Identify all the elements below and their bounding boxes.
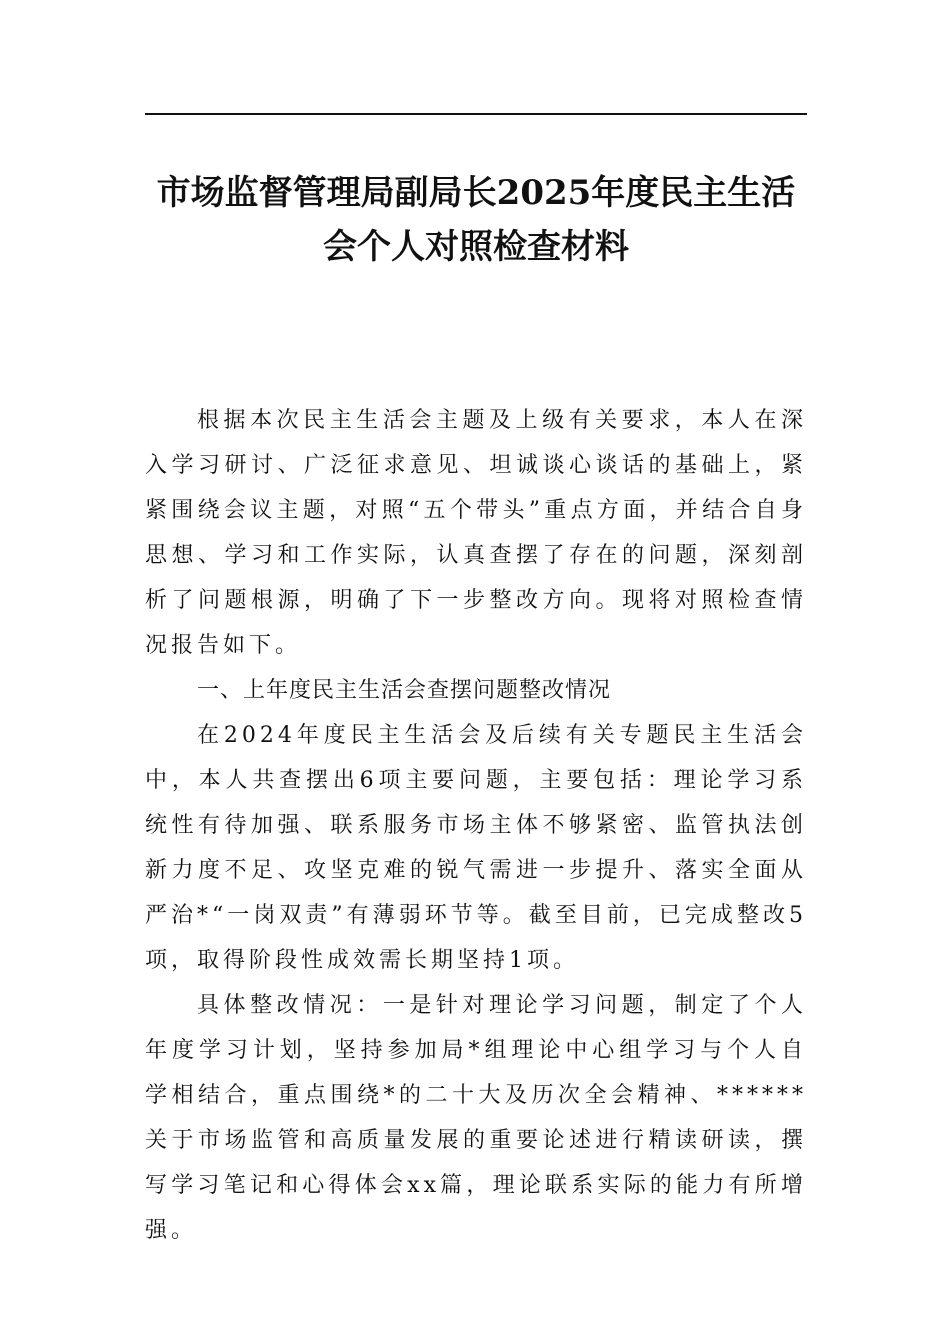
title-line-1: 市场监督管理局副局长2025年度民主生活 <box>156 173 796 213</box>
section1-paragraph-2: 具体整改情况：一是针对理论学习问题，制定了个人年度学习计划，坚持参加局*组理论中心组学习与个人自学相结合，重点围绕*的二十大及历次全会精神、******关于市场监管和高质量发展的重要论述进行精读研读，撰写学习笔记和心得体会xx篇，理论联系实际的能力有所增强。 <box>145 993 807 1243</box>
intro-paragraph: 根据本次民主生活会主题及上级有关要求，本人在深入学习研讨、广泛征求意见、坦诚谈心谈话的基础上，紧紧围绕会议主题，对照“五个带头”重点方面，并结合自身思想、学习和工作实际，认真查摆了存在的问题，深刻剖析了问题根源，明确了下一步整改方向。现将对照检查情况报告如下。 <box>145 408 807 658</box>
document-title <box>145 166 807 274</box>
title-line-2: 会个人对照检查材料 <box>323 227 629 267</box>
section-heading-1: 一、上年度民主生活会查摆问题整改情况 <box>197 678 612 703</box>
document-body <box>145 398 807 1253</box>
section1-paragraph-1: 在2024年度民主生活会及后续有关专题民主生活会中，本人共查摆出6项主要问题，主要包括：理论学习系统性有待加强、联系服务市场主体不够紧密、监管执法创新力度不足、攻坚克难的锐气需进一步提升、落实全面从严治*“一岗双责”有薄弱环节等。截至目前，已完成整改5项，取得阶段性成效需长期坚持1项。 <box>145 723 807 973</box>
header-rule <box>145 113 807 115</box>
